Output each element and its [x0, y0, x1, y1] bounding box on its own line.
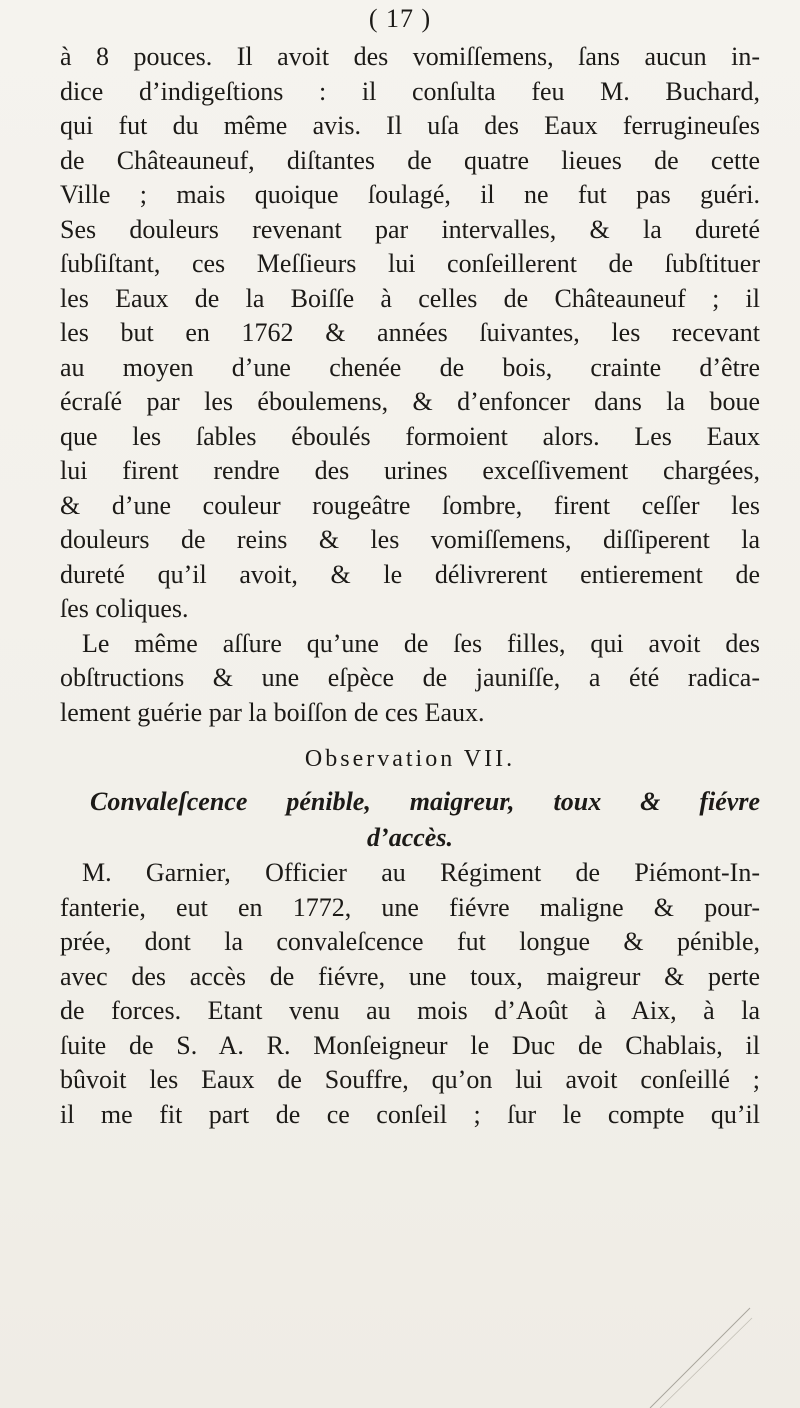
- text-line: lement guérie par la boiſſon de ces Eaux.: [60, 697, 485, 727]
- text-line: au moyen d’une chenée de bois, crainte d’être: [60, 352, 760, 382]
- page-number: ( 17 ): [368, 4, 432, 33]
- text-line: que les ſables éboulés formoient alors. Les Eaux: [60, 421, 760, 451]
- section-heading: Observation VII.: [304, 746, 516, 772]
- text-line: dureté qu’il avoit, & le délivrerent entierement de: [60, 559, 760, 589]
- text-line: lui firent rendre des urines exceſſivement chargées,: [60, 456, 760, 485]
- text-line: ſuite de S. A. R. Monſeigneur le Duc de Chablais, il: [60, 1030, 760, 1060]
- subtitle-line: d’accès.: [367, 823, 453, 852]
- text-line: fanterie, eut en 1772, une fiévre maligne & pour-: [60, 892, 760, 922]
- paragraph-1: [60, 40, 760, 627]
- text-line: ſubſiſtant, ces Meſſieurs lui conſeillerent de ſubſtituer: [60, 249, 760, 278]
- text-line: & d’une couleur rougeâtre ſombre, firent ceſſer les: [60, 490, 760, 520]
- page-text: [60, 40, 760, 1132]
- text-line: obſtructions & une eſpèce de jauniſſe, a été radica-: [60, 663, 760, 692]
- text-line: les but en 1762 & années ſuivantes, les recevant: [60, 318, 760, 347]
- text-line: Ses douleurs revenant par intervalles, & la dureté: [60, 214, 760, 244]
- text-line: de Châteauneuf, diſtantes de quatre lieues de cette: [60, 145, 760, 175]
- text-line: bûvoit les Eaux de Souffre, qu’on lui avoit conſeillé ;: [60, 1065, 760, 1094]
- text-line: de forces. Etant venu au mois d’Août à Aix, à la: [60, 996, 760, 1025]
- text-line: avec des accès de fiévre, une toux, maigreur & perte: [60, 961, 760, 991]
- text-line: à 8 pouces. Il avoit des vomiſſemens, ſans aucun in-: [60, 42, 760, 71]
- page-crease-mark: [640, 1108, 760, 1408]
- subtitle-line: Convaleſcence pénible, maigreur, toux & fiévre: [90, 787, 760, 816]
- text-line: les Eaux de la Boiſſe à celles de Châteauneuf ; il: [60, 283, 760, 313]
- text-line: dice d’indigeſtions : il conſulta feu M. Buchard,: [60, 76, 760, 106]
- text-line: qui fut du même avis. Il uſa des Eaux ferrugineuſes: [60, 111, 760, 140]
- text-line: ſes coliques.: [60, 594, 189, 623]
- paragraph-2: [60, 627, 760, 731]
- text-line: il me fit part de ce conſeil ; ſur le compte qu’il: [60, 1099, 760, 1129]
- text-line: Le même aſſure qu’une de ſes filles, qui avoit des: [82, 628, 760, 658]
- text-line: écraſé par les éboulemens, & d’enfoncer dans la boue: [60, 387, 760, 416]
- text-line: prée, dont la convaleſcence fut longue & pénible,: [60, 927, 760, 956]
- text-line: M. Garnier, Officier au Régiment de Piémont-In-: [82, 858, 760, 887]
- text-line: Ville ; mais quoique ſoulagé, il ne fut pas guéri.: [60, 180, 760, 209]
- section-subtitle: [60, 784, 760, 856]
- text-line: douleurs de reins & les vomiſſemens, diſſiperent la: [60, 525, 760, 554]
- paragraph-3: [60, 856, 760, 1132]
